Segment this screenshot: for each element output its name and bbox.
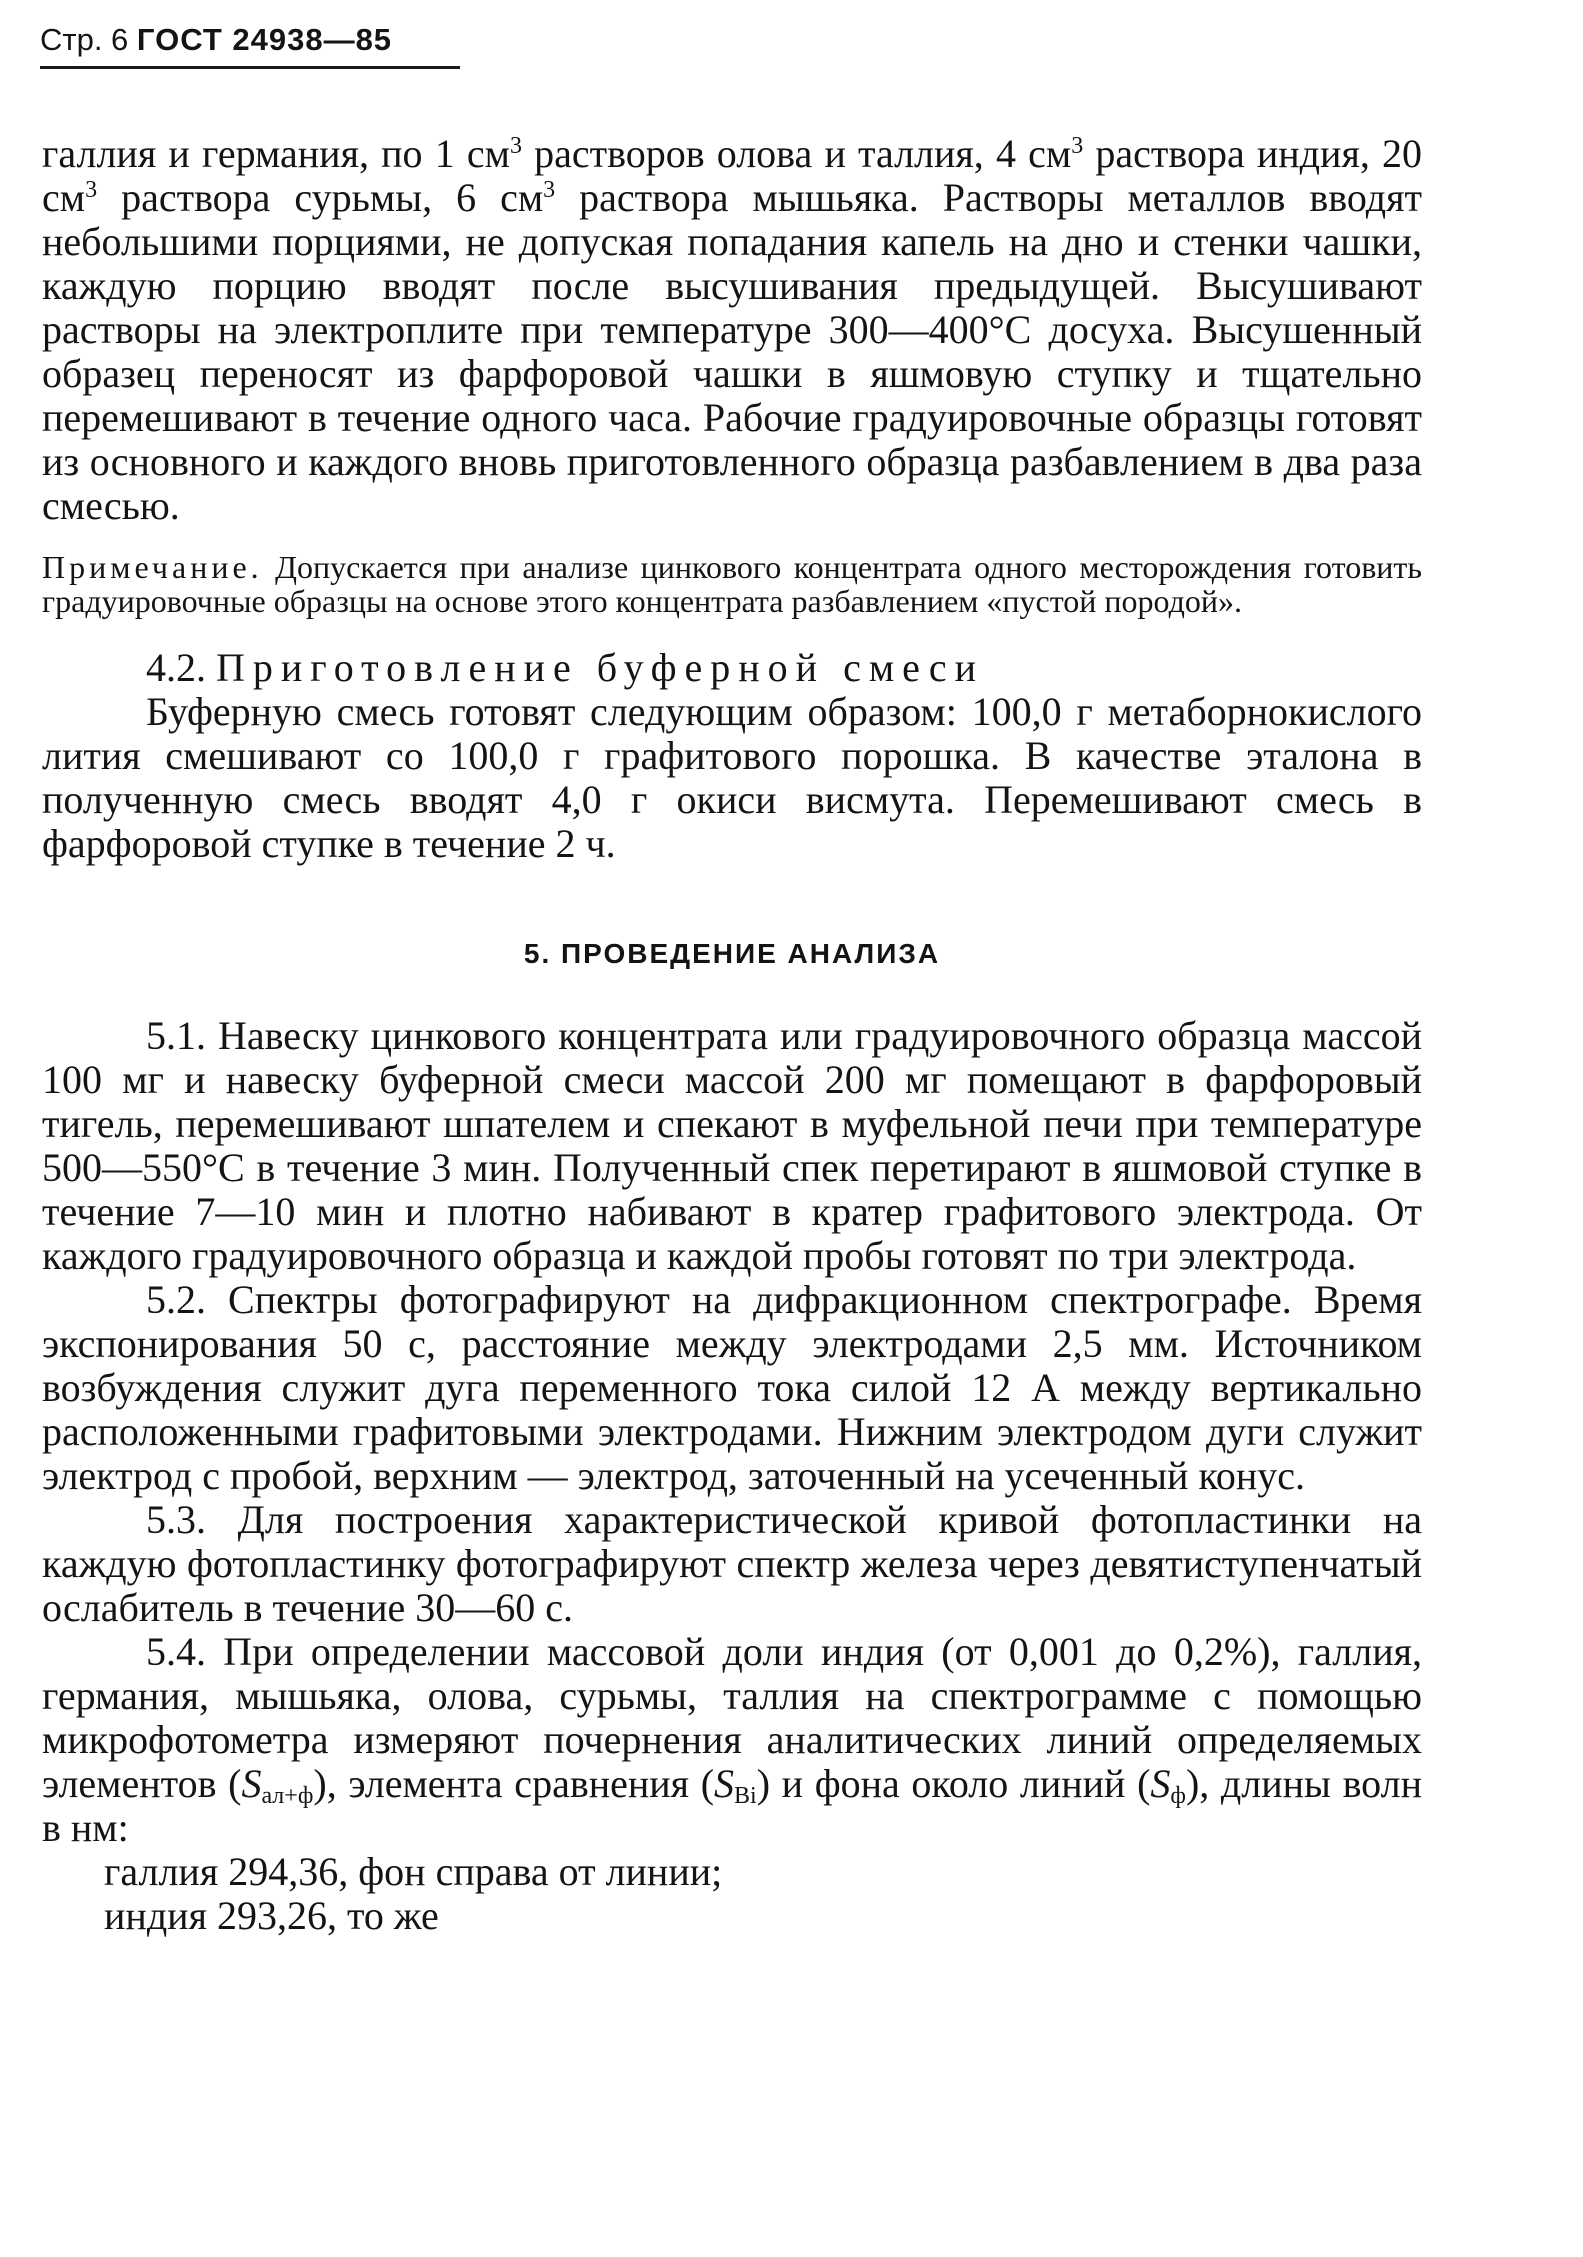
page-content <box>42 132 1422 1938</box>
page-header <box>40 22 460 69</box>
subscript: ф <box>1170 1783 1186 1809</box>
text-run: ) и фона около линий ( <box>756 1761 1151 1806</box>
header-rule <box>40 66 460 69</box>
superscript: 3 <box>543 177 556 203</box>
wavelength-indium: индия 293,26, то же <box>104 1893 439 1938</box>
superscript: 3 <box>85 177 98 203</box>
text-run: ), длины волн в нм: <box>42 1761 1423 1850</box>
section-heading: 5. ПРОВЕДЕНИЕ АНАЛИЗА <box>523 938 941 969</box>
text-run: ), элемента сравнения ( <box>313 1761 715 1806</box>
page-number: Стр. 6 <box>40 22 129 57</box>
superscript: 3 <box>509 133 522 159</box>
text-run: раствора сурьмы, 6 см <box>97 175 544 220</box>
paragraph-continued <box>42 132 1422 528</box>
text-run: галлия и германия, по 1 см <box>42 131 510 176</box>
subsection-number: 4.2. <box>146 645 206 690</box>
header-text <box>40 22 460 58</box>
paragraph-4-2: Буферную смесь готовят следующим образом: 100,0 г метаборнокислого лития смешивают со 100,0 г графитового порошка. В качестве эталона в полученную смесь вводят 4,0 г окиси висмута. Перемешивают смесь в фарфоровой ступке в течение 2 ч. <box>42 689 1422 866</box>
standard-number: ГОСТ 24938—85 <box>136 22 393 57</box>
note <box>42 550 1422 618</box>
text-run: раствора мышьяка. Растворы металлов вводят небольшими порциями, не допуская попадания капель на дно и стенки чашки, каждую порцию вводят после высушивания предыдущей. Высушивают растворы на электроплите при температуре 300—400°С досуха. Высушенный образец переносят из фарфоровой чашки в яшмовую ступку и тщательно перемешивают в течение одного часа. Рабочие градуировочные образцы готовят из основного и каждого вновь приготовленного образца разбавлением в два раза смесью. <box>42 175 1422 528</box>
wavelength-gallium: галлия 294,36, фон справа от линии; <box>104 1849 723 1894</box>
symbol: S <box>714 1761 735 1806</box>
paragraph-5-2: 5.2. Спектры фотографируют на дифракционном спектрографе. Время экспонирования 50 с, расстояние между электродами 2,5 мм. Источником возбуждения служит дуга переменного тока силой 12 А между вертикально расположенными графитовыми электродами. Нижним электродом дуги служит электрод с пробой, верхним — электрод, заточенный на усеченный конус. <box>42 1277 1422 1498</box>
paragraph-5-3: 5.3. Для построения характеристической кривой фотопластинки на каждую фотопластинку фотографируют спектр железа через девятиступенчатый ослабитель в течение 30—60 с. <box>42 1497 1422 1630</box>
paragraph-5-4 <box>42 1630 1422 1850</box>
superscript: 3 <box>1071 133 1084 159</box>
subscript: Bi <box>734 1783 757 1809</box>
note-text: Допускается при анализе цинкового концентрата одного месторождения готовить градуировочные образцы на основе этого концентрата разбавлением «пустой породой». <box>42 549 1422 619</box>
text-run: 5.4. При определении массовой доли индия (от 0,001 до 0,2%), галлия, германия, мышьяка, олова, сурьмы, таллия на спектрограмме с помощью микрофотометра измеряют почернения аналитических линий определяемых элементов ( <box>42 1629 1422 1806</box>
subsection-heading: Приготовление буферной смеси <box>216 645 985 690</box>
subsection-title <box>42 646 1422 690</box>
text-run: раствора индия, 20 см <box>42 131 1422 220</box>
paragraph-5-1: 5.1. Навеску цинкового концентрата или градуировочного образца массой 100 мг и навеску буферной смеси массой 200 мг помещают в фарфоровый тигель, перемешивают шпателем и спекают в муфельной печи при температуре 500—550°С в течение 3 мин. Полученный спек перетирают в яшмовой ступке в течение 7—10 мин и плотно набивают в кратер графитового электрода. От каждого градуировочного образца и каждой пробы готовят по три электрода. <box>42 1013 1422 1278</box>
symbol: S <box>1150 1761 1171 1806</box>
note-label: Примечание. <box>42 549 263 585</box>
symbol: S <box>241 1761 262 1806</box>
subscript: ал+ф <box>261 1783 314 1809</box>
text-run: растворов олова и таллия, 4 см <box>521 131 1072 176</box>
